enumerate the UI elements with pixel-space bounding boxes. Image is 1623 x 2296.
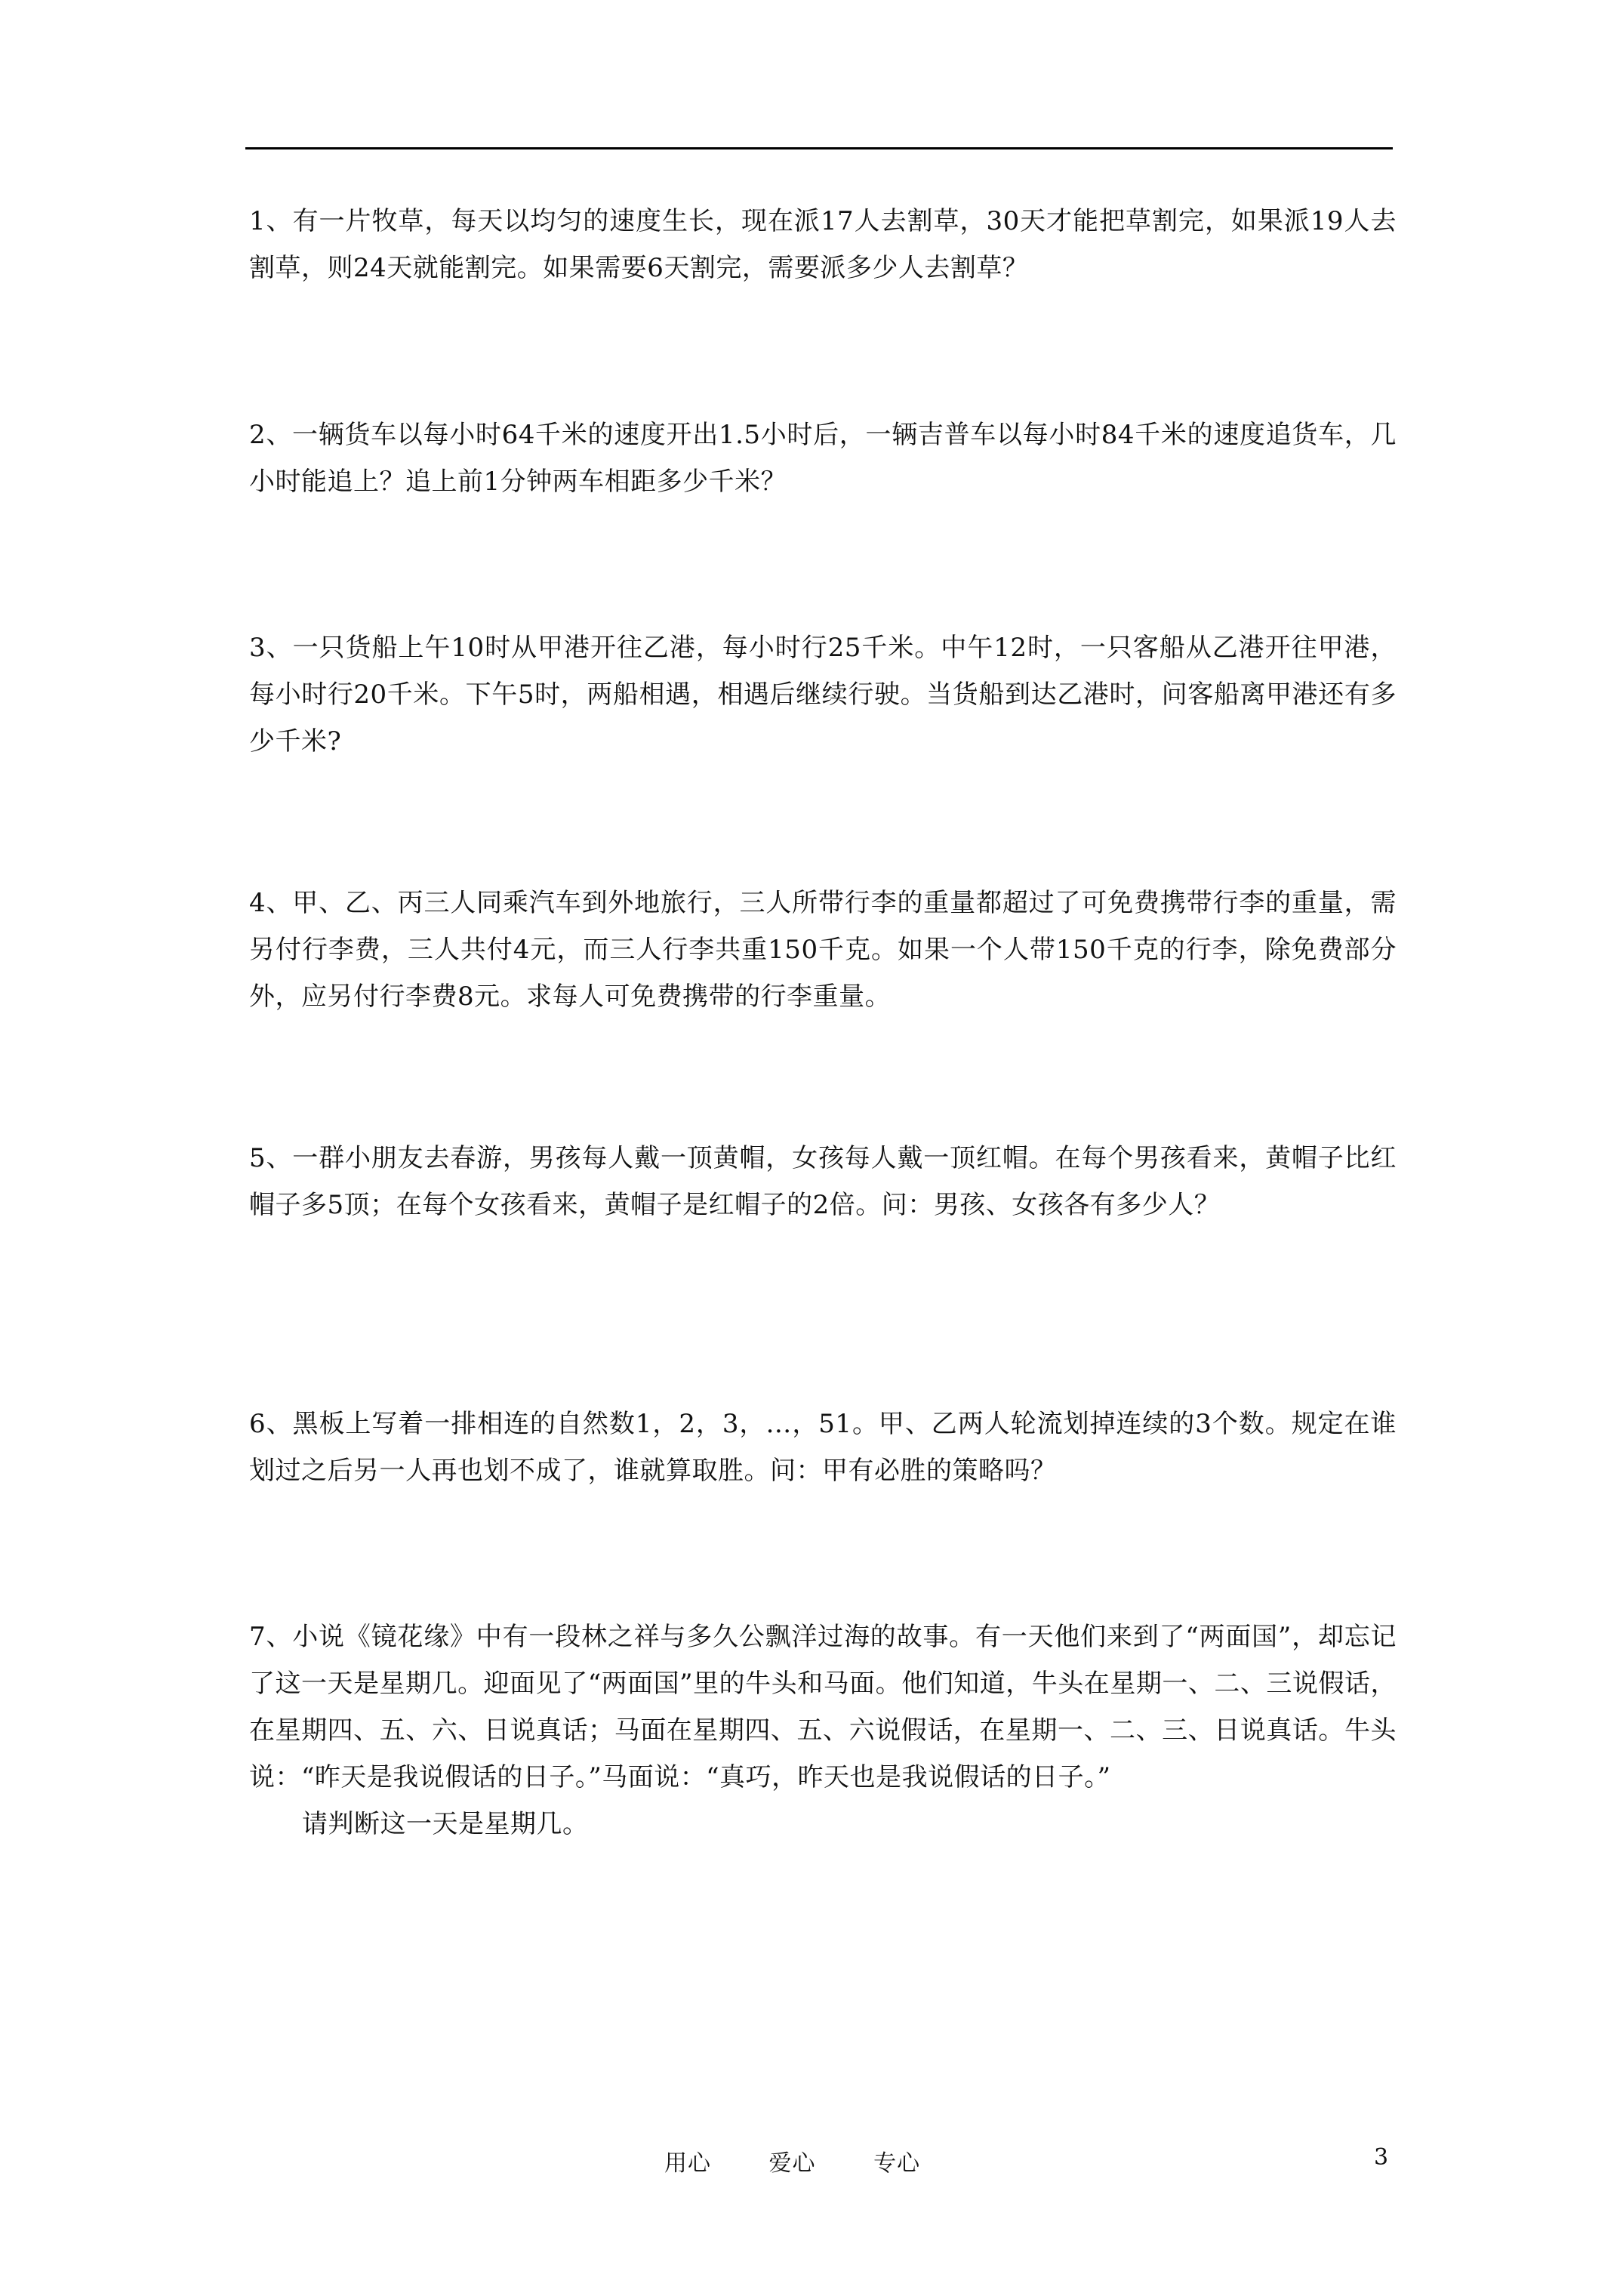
page-number: 3 [1374, 2144, 1389, 2171]
problem-7-text: 7、小说《镜花缘》中有一段林之祥与多久公飘洋过海的故事。有一天他们来到了“两面国”，却忘记了这一天是星期几。迎面见了“两面国”里的牛头和马面。他们知道，牛头在星期一、二、三说假话，在星期四、五、六、日说真话；马面在星期四、五、六说假话，在星期一、二、三、日说真话。牛头说：“昨天是我说假话的日子。”马面说：“真巧，昨天也是我说假话的日子。” [249, 1622, 1397, 1792]
problem-7 [249, 1613, 1397, 1848]
problem-2 [249, 411, 1397, 505]
footer-motto-1: 用心 [664, 2150, 711, 2177]
problem-1-text: 1、有一片牧草，每天以均匀的速度生长，现在派17人去割草，30天才能把草割完，如果派19人去割草，则24天就能割完。如果需要6天割完，需要派多少人去割草？ [249, 206, 1397, 283]
problem-2-text: 2、一辆货车以每小时64千米的速度开出1.5小时后，一辆吉普车以每小时84千米的速度追货车，几小时能追上？追上前1分钟两车相距多少千米？ [249, 420, 1397, 497]
problem-6 [249, 1401, 1397, 1494]
problem-3 [249, 624, 1397, 765]
problem-5 [249, 1135, 1397, 1228]
problem-4-text: 4、甲、乙、丙三人同乘汽车到外地旅行，三人所带行李的重量都超过了可免费携带行李的重量，需另付行李费，三人共付4元，而三人行李共重150千克。如果一个人带150千克的行李，除免费部分外，应另付行李费8元。求每人可免费携带的行李重量。 [249, 888, 1397, 1012]
footer-motto-2: 爱心 [768, 2150, 816, 2177]
problem-6-text: 6、黑板上写着一排相连的自然数1，2，3，…，51。甲、乙两人轮流划掉连续的3个数。规定在谁划过之后另一人再也划不成了，谁就算取胜。问：甲有必胜的策略吗？ [249, 1409, 1397, 1486]
problem-5-text: 5、一群小朋友去春游，男孩每人戴一顶黄帽，女孩每人戴一顶红帽。在每个男孩看来，黄帽子比红帽子多5顶；在每个女孩看来，黄帽子是红帽子的2倍。问：男孩、女孩各有多少人？ [249, 1143, 1397, 1220]
problem-1 [249, 198, 1397, 291]
problem-7-question: 请判断这一天是星期几。 [302, 1809, 589, 1839]
problem-3-text: 3、一只货船上午10时从甲港开往乙港，每小时行25千米。中午12时，一只客船从乙港开往甲港，每小时行20千米。下午5时，两船相遇，相遇后继续行驶。当货船到达乙港时，问客船离甲港还有多少千米? [249, 633, 1397, 757]
problem-4 [249, 880, 1397, 1020]
footer-motto-3: 专心 [873, 2150, 921, 2177]
header-rule [245, 147, 1393, 149]
footer-motto [664, 2144, 920, 2177]
